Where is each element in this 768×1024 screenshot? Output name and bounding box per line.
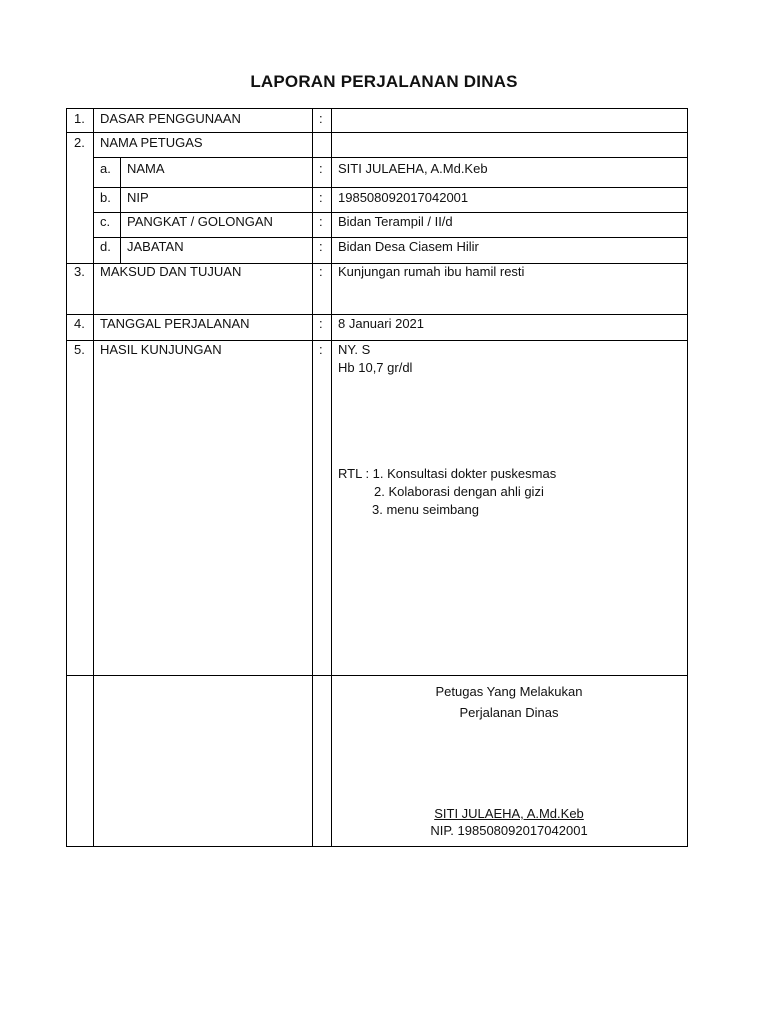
row-divider — [93, 237, 688, 238]
row-number: 1. — [74, 111, 85, 126]
column-divider — [120, 157, 121, 264]
sub-number: a. — [100, 161, 111, 176]
field-label: JABATAN — [127, 239, 184, 254]
row-divider — [93, 212, 688, 213]
column-divider — [93, 108, 94, 847]
colon: : — [319, 190, 323, 205]
field-label: NAMA PETUGAS — [100, 135, 203, 150]
colon: : — [319, 264, 323, 279]
rtl-item-1: RTL : 1. Konsultasi dokter puskesmas — [338, 466, 557, 481]
sub-number: c. — [100, 214, 111, 229]
field-label: DASAR PENGGUNAAN — [100, 111, 241, 126]
colon: : — [319, 161, 323, 176]
column-divider — [331, 108, 332, 847]
visit-patient: NY. S — [338, 342, 371, 357]
row-divider — [66, 340, 688, 341]
field-label: HASIL KUNJUNGAN — [100, 342, 222, 357]
row-number: 4. — [74, 316, 85, 331]
colon: : — [319, 316, 323, 331]
field-label: PANGKAT / GOLONGAN — [127, 214, 273, 229]
column-divider — [312, 108, 313, 847]
table-border-right — [687, 108, 688, 847]
row-number: 5. — [74, 342, 85, 357]
row-number: 3. — [74, 264, 85, 279]
field-value: Bidan Terampil / II/d — [338, 214, 453, 229]
field-value: 8 Januari 2021 — [338, 316, 425, 331]
table-border-top — [66, 108, 688, 109]
signatory-name — [331, 805, 687, 823]
signatory-nip: NIP. 198508092017042001 — [430, 823, 588, 838]
row-divider — [66, 675, 688, 676]
field-value: Kunjungan rumah ibu hamil resti — [338, 264, 525, 279]
report-table — [66, 108, 688, 847]
rtl-item-3: 3. menu seimbang — [372, 502, 479, 517]
row-divider — [66, 132, 688, 133]
colon: : — [319, 342, 323, 357]
field-label: TANGGAL PERJALANAN — [100, 316, 250, 331]
colon: : — [319, 111, 323, 126]
row-divider — [93, 187, 688, 188]
field-label: MAKSUD DAN TUJUAN — [100, 264, 242, 279]
signature-line-2: Perjalanan Dinas — [459, 705, 559, 720]
table-border-left — [66, 108, 67, 847]
row-divider — [66, 314, 688, 315]
row-divider — [93, 157, 688, 158]
visit-hb-result: Hb 10,7 gr/dl — [338, 360, 413, 375]
colon: : — [319, 214, 323, 229]
field-label: NAMA — [127, 161, 165, 176]
table-border-bottom — [66, 846, 688, 847]
document-title: LAPORAN PERJALANAN DINAS — [250, 72, 518, 91]
rtl-item-2: 2. Kolaborasi dengan ahli gizi — [374, 484, 544, 499]
signature-line-1: Petugas Yang Melakukan — [435, 684, 583, 699]
field-value: Bidan Desa Ciasem Hilir — [338, 239, 479, 254]
sub-number: b. — [100, 190, 111, 205]
field-value: SITI JULAEHA, A.Md.Keb — [338, 161, 488, 176]
colon: : — [319, 239, 323, 254]
field-label: NIP — [127, 190, 149, 205]
row-number: 2. — [74, 135, 85, 150]
field-value: 198508092017042001 — [338, 190, 469, 205]
sub-number: d. — [100, 239, 111, 254]
signatory-name-text: SITI JULAEHA, A.Md.Keb — [434, 806, 584, 821]
